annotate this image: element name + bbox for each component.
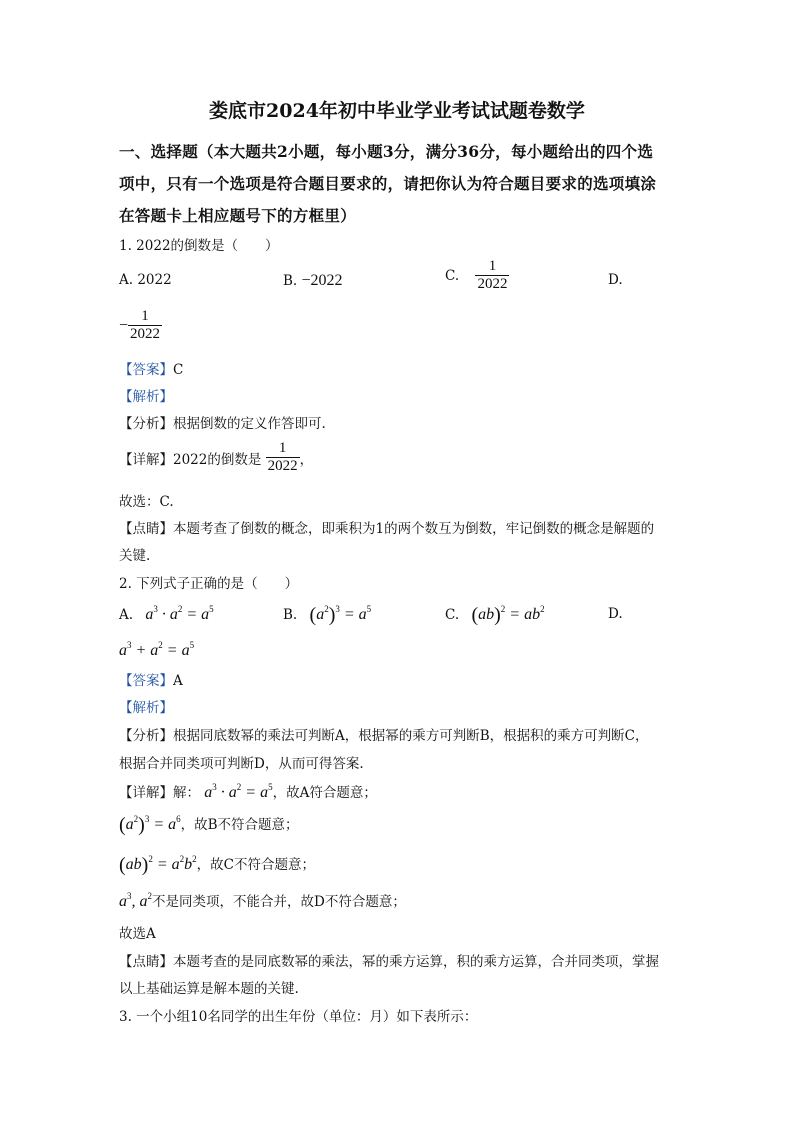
page-title: 娄底市2024年初中毕业学业考试试题卷数学 — [209, 100, 585, 122]
q1-stem: 1. 2022的倒数是（ ） — [119, 238, 279, 254]
dianjing-tag: 【点睛】 — [119, 954, 173, 970]
comma: ， — [299, 451, 314, 468]
q1-fenxi — [119, 412, 326, 432]
q2-option-c-math: $(ab)^2 = ab^2$ — [471, 604, 545, 626]
answer-tag: 【答案】 — [119, 362, 173, 378]
q2-xiangjie-line-c — [119, 853, 315, 877]
section-instructions-line-1: 一、选择题（本大题共2小题，每小题3分，满分36分，每小题给出的四个选 — [119, 142, 654, 161]
q1-option-c — [445, 258, 509, 294]
q1-option-a: A. 2022 — [119, 272, 172, 288]
q2-option-c-label: C. — [445, 607, 460, 623]
q2-xiangjie-line-b — [119, 813, 299, 837]
q1-analysis-tag: 【解析】 — [119, 389, 173, 405]
fenxi-text: 根据倒数的定义作答即可. — [173, 416, 326, 432]
q1-option-c-fraction — [475, 258, 509, 294]
q1-option-c-label: C. — [445, 267, 460, 284]
line-a-suffix: ，故A符合题意； — [272, 785, 377, 801]
line-d-suffix: 不是同类项，不能合并，故D不符合题意； — [152, 894, 406, 910]
q1-option-d-label: D. — [608, 272, 623, 288]
q2-line-b-math: $(a^2)^3 = a^6$ — [119, 814, 181, 836]
section-instructions-line-3: 在答题卡上相应题号下的方框里） — [119, 206, 357, 225]
q2-option-a-math: $a^3 \cdot a^2 = a^5$ — [145, 604, 214, 623]
answer-value: C — [173, 362, 184, 378]
line-b-suffix: ，故B不符合题意； — [180, 817, 299, 833]
q1-option-b — [283, 272, 343, 290]
q2-option-d-label: D. — [608, 606, 623, 622]
section-instructions-line-2: 项中，只有一个选项是符合题目要求的，请把你认为符合题目要求的选项填涂 — [119, 174, 657, 193]
q1-option-d-sign: − — [119, 316, 129, 334]
q1-xiangjie — [119, 440, 313, 476]
q2-option-b-math: $(a^2)^3 = a^5$ — [309, 604, 372, 626]
q2-stem: 2. 下列式子正确的是（ ） — [119, 576, 299, 592]
q2-fenxi-line-2: 根据合并同类项可判断D，从而可得答案. — [119, 756, 364, 772]
q1-option-d-fraction — [128, 308, 162, 344]
q2-line-d-math: $a^3$, $a^2$ — [119, 891, 152, 910]
q2-fenxi-line-1 — [119, 724, 649, 744]
q1-answer — [119, 358, 183, 378]
fenxi-tag: 【分析】 — [119, 728, 173, 744]
q2-option-a-label: A. — [119, 607, 134, 623]
q2-line-a-math: $a^3 \cdot a^2 = a^5$ — [204, 782, 273, 801]
q2-xiangjie-line-a — [119, 781, 377, 802]
q2-analysis-tag: 【解析】 — [119, 700, 173, 716]
fraction-numerator: 1 — [488, 258, 497, 274]
q2-dianjing-line-2: 以上基础运算是解本题的关键. — [119, 981, 299, 997]
q2-answer — [119, 669, 183, 689]
q2-line-c-math: $(ab)^2 = a^2b^2$ — [119, 854, 197, 876]
fraction-denominator: 2022 — [130, 326, 161, 343]
q1-dianjing-line-1 — [119, 517, 654, 537]
fraction-numerator: 1 — [278, 440, 287, 456]
q2-guxuan: 故选A — [119, 926, 156, 942]
dianjing-text: 本题考查了倒数的概念，即乘积为1的两个数互为倒数，牢记倒数的概念是解题的 — [173, 521, 655, 537]
answer-value: A — [173, 673, 183, 689]
xiangjie-text: 2022的倒数是 — [173, 451, 262, 468]
q1-dianjing-line-2: 关键. — [119, 548, 151, 564]
q2-xiangjie-line-d — [119, 890, 406, 911]
q1-option-b-label: B. — [283, 273, 298, 289]
q1-xiangjie-fraction — [266, 440, 300, 476]
fraction-denominator: 2022 — [477, 276, 508, 293]
q2-option-d-math: $a^3 + a^2 = a^5$ — [119, 640, 195, 659]
q1-option-d — [119, 308, 162, 344]
q2-option-a — [119, 604, 214, 624]
dianjing-text: 本题考查的是同底数幂的乘法，幂的乘方运算，积的乘方运算，合并同类项，掌握 — [173, 954, 659, 970]
fraction-numerator: 1 — [141, 308, 149, 324]
q3-stem: 3. 一个小组10名同学的出生年份（单位：月）如下表所示： — [119, 1009, 478, 1025]
xiangjie-tag: 【详解】 — [119, 785, 173, 801]
fraction-denominator: 2022 — [267, 458, 298, 475]
q2-dianjing-line-1 — [119, 950, 659, 970]
answer-tag: 【答案】 — [119, 673, 173, 689]
fenxi-text: 根据同底数幂的乘法可判断A，根据幂的乘方可判断B，根据积的乘方可判断C， — [173, 728, 649, 744]
q1-option-b-value: −2022 — [301, 272, 343, 289]
xiangjie-prefix: 解： — [173, 785, 200, 801]
fenxi-tag: 【分析】 — [119, 416, 173, 432]
q1-guxuan: 故选：C. — [119, 494, 174, 510]
q2-option-b — [283, 604, 371, 627]
xiangjie-tag: 【详解】 — [119, 451, 173, 468]
line-c-suffix: ，故C不符合题意； — [196, 857, 315, 873]
q2-option-b-label: B. — [283, 607, 298, 623]
q2-option-c — [445, 604, 545, 627]
dianjing-tag: 【点睛】 — [119, 521, 173, 537]
